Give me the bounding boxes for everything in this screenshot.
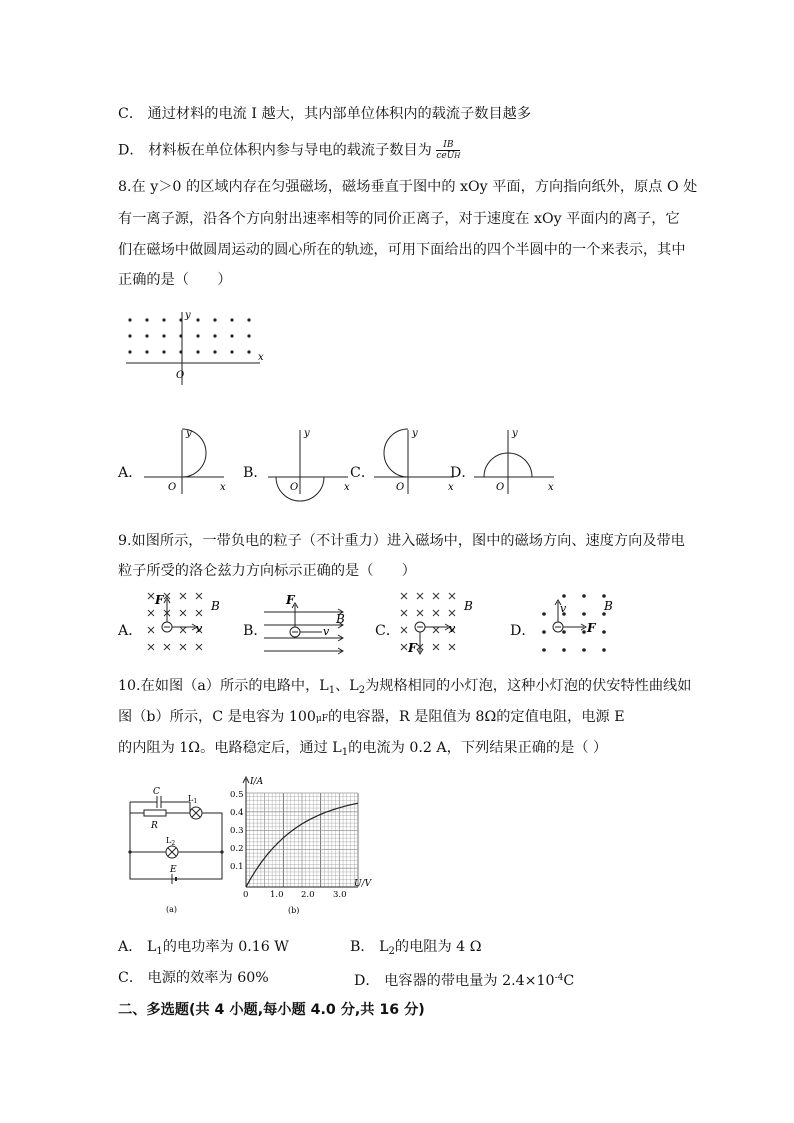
q8-option-a[interactable]: A．	[118, 465, 143, 481]
field-label: B	[336, 612, 345, 626]
text: 10.在如图（a）所示的电路中，L	[118, 678, 329, 694]
superscript: -4	[554, 973, 564, 983]
text: 、L	[335, 678, 359, 694]
q8-figure-c	[372, 428, 462, 498]
field-dot	[145, 318, 148, 321]
field-cross	[401, 593, 407, 599]
field-cross	[180, 644, 186, 650]
field-label: B	[464, 599, 473, 613]
lamp2-label: $L_2$	[166, 836, 176, 847]
y-tick: 0.4	[230, 808, 244, 818]
field-cross	[417, 610, 423, 616]
dot-grid	[542, 594, 606, 652]
field-cross	[180, 610, 186, 616]
field-dot	[542, 612, 546, 616]
field-dot	[602, 630, 606, 634]
field-dots	[128, 318, 250, 353]
force-label: F	[408, 641, 417, 655]
q10-option-a[interactable]	[118, 937, 289, 962]
field-dot	[542, 648, 546, 652]
y-label: y	[186, 428, 192, 439]
field-cross	[449, 610, 455, 616]
q8-option-b[interactable]: B．	[243, 465, 268, 481]
field-dot	[582, 594, 586, 598]
field-dot	[196, 318, 199, 321]
force-label: F	[155, 593, 164, 607]
field-cross	[196, 610, 202, 616]
y-label: y	[412, 428, 418, 439]
field-label: B	[211, 599, 220, 613]
text: C	[563, 973, 575, 989]
q8-figure-b	[266, 428, 356, 498]
field-dot	[562, 630, 566, 634]
field-cross	[401, 644, 407, 650]
source-label: E	[170, 865, 177, 875]
origin-label: O	[290, 482, 299, 493]
y-label: y	[185, 310, 191, 321]
x-label: x	[344, 482, 350, 493]
field-cross	[196, 644, 202, 650]
q10-line3	[118, 738, 607, 763]
text: B． L	[350, 939, 389, 955]
field-dot	[247, 350, 250, 353]
y-tick: 0.5	[230, 790, 244, 800]
y-tick: 0.1	[230, 862, 244, 872]
field-dot	[162, 318, 165, 321]
q9-figure-d	[536, 588, 626, 663]
field-dot	[213, 334, 216, 337]
text: 的电容器，R 是阻值为 8	[328, 709, 485, 725]
q8-option-d[interactable]: D．	[450, 465, 476, 481]
field-cross	[417, 593, 423, 599]
q10-option-c[interactable]: C． 电源的效率为 60%	[118, 970, 269, 986]
circuit-diagram	[124, 788, 234, 918]
q8-line3: 们在磁场中做圆周运动的圆心所在的轨迹，可用下面给出的四个半圆中的一个来表示，其中	[118, 242, 686, 258]
x-label: x	[220, 482, 226, 493]
field-cross	[180, 593, 186, 599]
q9-option-a[interactable]: A．	[118, 623, 143, 639]
field-cross	[148, 610, 154, 616]
field-dot	[582, 630, 586, 634]
q9-option-d[interactable]: D．	[510, 623, 536, 639]
origin-label: O	[168, 482, 177, 493]
text: 的电阻为 4 Ω	[394, 939, 482, 955]
unit: Ω	[188, 740, 201, 756]
frac-num: IB	[436, 140, 460, 151]
field-cross	[164, 644, 170, 650]
field-cross	[433, 644, 439, 650]
field-cross	[148, 593, 154, 599]
x-label: x	[258, 352, 264, 363]
field-dot	[145, 334, 148, 337]
frac-den-sub: H	[454, 152, 461, 160]
section-heading: 二、多选题(共 4 小题,每小题 4.0 分,共 16 分)	[118, 1002, 425, 1018]
field-cross	[449, 644, 455, 650]
subscript: 2	[388, 946, 395, 957]
field-cross	[433, 627, 439, 633]
field-dot	[582, 612, 586, 616]
q8-line1: 8.在 y＞0 的区域内存在匀强磁场，磁场垂直于图中的 xOy 平面，方向指向纸外，原点 O 处	[118, 179, 698, 195]
caption-b: (b)	[288, 906, 300, 915]
text: 的电流为 0.2 A，下列结果正确的是（ ）	[348, 740, 608, 756]
y-tick: 0.2	[230, 844, 244, 854]
field-dot	[602, 594, 606, 598]
option-d-prev	[118, 140, 460, 161]
velocity-label: v	[560, 602, 567, 615]
x-tick: 1.0	[270, 890, 284, 900]
field-cross	[433, 610, 439, 616]
field-dot	[230, 318, 233, 321]
field-dot	[582, 648, 586, 652]
text: 的电功率为 0.16 W	[162, 939, 289, 955]
field-dot	[562, 594, 566, 598]
q8-figure-d	[472, 428, 562, 498]
force-label: F	[587, 621, 596, 635]
capacitor-label: C	[153, 787, 160, 797]
y-tick: 0.3	[230, 826, 244, 836]
y-label: y	[512, 428, 518, 439]
field-cross	[401, 627, 407, 633]
q9-option-c[interactable]: C．	[375, 623, 401, 639]
x-label: x	[548, 482, 554, 493]
q8-field-figure	[120, 310, 270, 390]
subscript: 1	[328, 685, 336, 696]
text: 图（b）所示，C 是电容为 100	[118, 709, 316, 725]
option-d-text: D． 材料板在单位体积内参与导电的载流子数目为	[118, 142, 432, 159]
field-dot	[128, 318, 131, 321]
field-dot	[213, 350, 216, 353]
text: A． L	[118, 939, 157, 955]
unit: μF	[315, 714, 329, 724]
field-dot	[230, 334, 233, 337]
x-label: x	[448, 482, 454, 493]
text: 为规格相同的小灯泡，这种小灯泡的伏安特性曲线如	[365, 678, 692, 694]
q9-option-b[interactable]: B．	[243, 623, 268, 639]
q8-line4: 正确的是（ ）	[118, 272, 232, 288]
field-cross	[433, 593, 439, 599]
x-axis-label: U/V	[354, 879, 372, 889]
subscript: 2	[358, 685, 366, 696]
field-cross	[148, 644, 154, 650]
q9-figure-a	[145, 588, 235, 663]
q10-line2	[118, 707, 625, 729]
text: 。电路稳定后，通过 L	[200, 740, 342, 756]
field-dot	[196, 334, 199, 337]
lamp1-label: $L_1$	[188, 794, 198, 805]
q8-figure-a	[142, 428, 232, 498]
field-dot	[162, 350, 165, 353]
iv-graph	[226, 775, 386, 920]
velocity-label: v	[196, 622, 203, 635]
frac-den: ceU	[436, 151, 455, 161]
origin-label: O	[176, 370, 185, 381]
subscript: 1	[341, 747, 349, 758]
option-c-prev: C． 通过材料的电流 I 越大，其内部单位体积内的载流子数目越多	[118, 106, 532, 122]
fraction	[436, 140, 460, 161]
velocity-label: v	[323, 625, 330, 638]
field-dot	[128, 350, 131, 353]
subscript: 1	[156, 946, 163, 957]
field-cross	[401, 610, 407, 616]
y-axis-label: I/A	[250, 777, 264, 787]
field-dot	[145, 350, 148, 353]
field-cross	[196, 593, 202, 599]
field-dot	[196, 350, 199, 353]
q8-option-c[interactable]: C．	[350, 465, 376, 481]
x-tick: 2.0	[301, 890, 315, 900]
field-dot	[562, 648, 566, 652]
x-tick: 3.0	[333, 890, 347, 900]
origin-label: O	[396, 482, 405, 493]
caption-a: (a)	[166, 905, 178, 914]
q10-option-d[interactable]	[354, 968, 574, 991]
field-dot	[230, 350, 233, 353]
q9-figure-c	[398, 588, 488, 663]
q9-figure-b	[262, 592, 362, 662]
text: 的定值电阻，电源 E	[496, 709, 625, 725]
field-dot	[128, 334, 131, 337]
text: D． 电容器的带电量为 2.4×10	[354, 973, 555, 989]
field-dot	[247, 318, 250, 321]
q10-option-b[interactable]	[350, 937, 481, 962]
resistor-label: R	[151, 821, 158, 831]
field-dot	[247, 334, 250, 337]
q9-line1: 9.如图所示，一带负电的粒子（不计重力）进入磁场中，图中的磁场方向、速度方向及带电	[118, 533, 685, 549]
force-label: F	[286, 593, 295, 607]
field-dot	[602, 648, 606, 652]
field-cross	[148, 627, 154, 633]
field-dot	[213, 318, 216, 321]
q8-line2: 有一离子源，沿各个方向射出速率相等的同价正离子，对于速度在 xOy 平面内的离子，它	[118, 211, 680, 227]
q9-line2: 粒子所受的洛仑兹力方向标示正确的是（ ）	[118, 563, 416, 579]
field-dot	[542, 630, 546, 634]
origin-label: O	[496, 482, 505, 493]
q10-line1	[118, 676, 691, 701]
y-label: y	[304, 428, 310, 439]
velocity-label: v	[449, 622, 456, 635]
field-cross	[180, 627, 186, 633]
field-cross	[449, 593, 455, 599]
field-label: B	[604, 599, 613, 613]
text: 的内阻为 1	[118, 740, 189, 756]
origin-tick: 0	[243, 890, 249, 900]
unit: Ω	[484, 709, 497, 725]
field-dot	[162, 334, 165, 337]
